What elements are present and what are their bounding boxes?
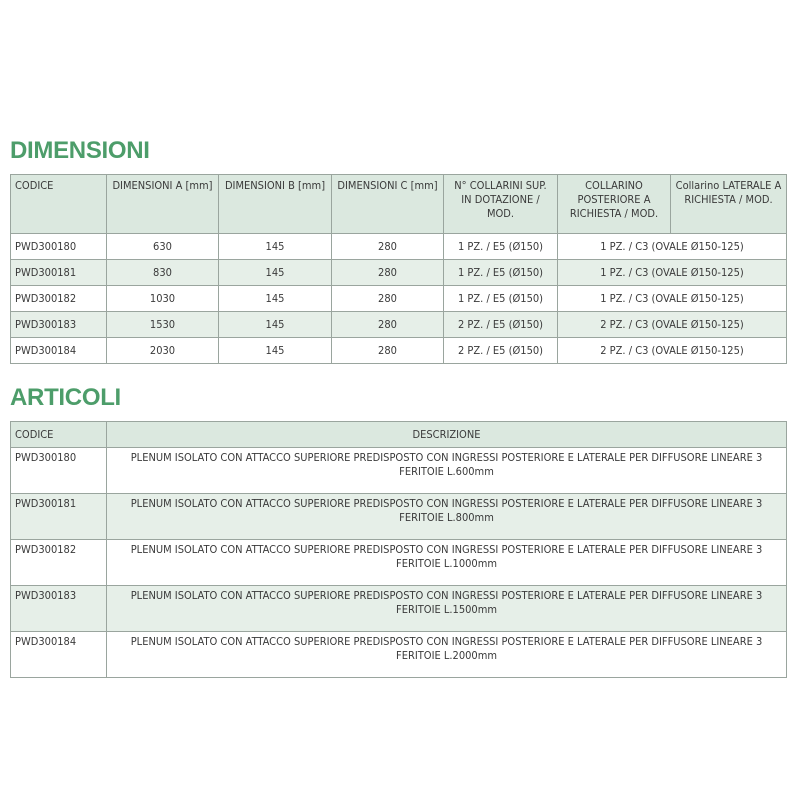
table-row xyxy=(11,586,787,632)
dimensioni-title: DIMENSIONI xyxy=(10,137,150,164)
table-row xyxy=(11,494,787,540)
cell-collarino-richiesta: 1 PZ. / C3 (OVALE Ø150-125) xyxy=(558,234,787,260)
table-row xyxy=(11,448,787,494)
cell-dim-b: 145 xyxy=(219,312,332,338)
cell-codice: PWD300183 xyxy=(11,586,107,632)
table-row xyxy=(11,234,787,260)
cell-dim-b: 145 xyxy=(219,234,332,260)
col-header-collarino-posteriore: COLLARINO POSTERIORE A RICHIESTA / MOD. xyxy=(558,175,671,234)
cell-descrizione: PLENUM ISOLATO CON ATTACCO SUPERIORE PREDISPOSTO CON INGRESSI POSTERIORE E LATERALE PER DIFFUSORE LINEARE 3 FERITOIE L.600mm xyxy=(107,448,787,494)
col-header-codice: CODICE xyxy=(11,175,107,234)
col-header-dim-c: DIMENSIONI C [mm] xyxy=(332,175,444,234)
cell-dim-c: 280 xyxy=(332,338,444,364)
cell-collarini-sup: 2 PZ. / E5 (Ø150) xyxy=(444,338,558,364)
cell-codice: PWD300182 xyxy=(11,540,107,586)
cell-collarini-sup: 1 PZ. / E5 (Ø150) xyxy=(444,260,558,286)
col-header-dim-a: DIMENSIONI A [mm] xyxy=(107,175,219,234)
cell-dim-a: 2030 xyxy=(107,338,219,364)
cell-descrizione: PLENUM ISOLATO CON ATTACCO SUPERIORE PREDISPOSTO CON INGRESSI POSTERIORE E LATERALE PER DIFFUSORE LINEARE 3 FERITOIE L.1000mm xyxy=(107,540,787,586)
cell-dim-c: 280 xyxy=(332,286,444,312)
col-header-collarini-sup: N° COLLARINI SUP. IN DOTAZIONE / MOD. xyxy=(444,175,558,234)
cell-collarini-sup: 1 PZ. / E5 (Ø150) xyxy=(444,286,558,312)
table-row xyxy=(11,632,787,678)
table-row xyxy=(11,286,787,312)
cell-codice: PWD300180 xyxy=(11,448,107,494)
cell-collarino-richiesta: 2 PZ. / C3 (OVALE Ø150-125) xyxy=(558,338,787,364)
table-row xyxy=(11,540,787,586)
cell-dim-a: 830 xyxy=(107,260,219,286)
cell-codice: PWD300180 xyxy=(11,234,107,260)
table-row xyxy=(11,338,787,364)
cell-dim-a: 1030 xyxy=(107,286,219,312)
cell-dim-a: 1530 xyxy=(107,312,219,338)
table-row xyxy=(11,260,787,286)
cell-codice: PWD300182 xyxy=(11,286,107,312)
cell-codice: PWD300181 xyxy=(11,494,107,540)
cell-codice: PWD300184 xyxy=(11,338,107,364)
col-header-collarino-laterale: Collarino LATERALE A RICHIESTA / MOD. xyxy=(671,175,787,234)
cell-dim-b: 145 xyxy=(219,338,332,364)
cell-codice: PWD300183 xyxy=(11,312,107,338)
cell-collarino-richiesta: 1 PZ. / C3 (OVALE Ø150-125) xyxy=(558,260,787,286)
cell-dim-b: 145 xyxy=(219,286,332,312)
articoli-header-row xyxy=(11,422,787,448)
cell-collarini-sup: 1 PZ. / E5 (Ø150) xyxy=(444,234,558,260)
dimensioni-header-row xyxy=(11,175,787,234)
cell-dim-b: 145 xyxy=(219,260,332,286)
cell-descrizione: PLENUM ISOLATO CON ATTACCO SUPERIORE PREDISPOSTO CON INGRESSI POSTERIORE E LATERALE PER DIFFUSORE LINEARE 3 FERITOIE L.800mm xyxy=(107,494,787,540)
cell-collarino-richiesta: 2 PZ. / C3 (OVALE Ø150-125) xyxy=(558,312,787,338)
dimensioni-table xyxy=(10,174,787,364)
cell-descrizione: PLENUM ISOLATO CON ATTACCO SUPERIORE PREDISPOSTO CON INGRESSI POSTERIORE E LATERALE PER DIFFUSORE LINEARE 3 FERITOIE L.2000mm xyxy=(107,632,787,678)
col-header-descrizione: DESCRIZIONE xyxy=(107,422,787,448)
articoli-table xyxy=(10,421,787,678)
table-row xyxy=(11,312,787,338)
cell-descrizione: PLENUM ISOLATO CON ATTACCO SUPERIORE PREDISPOSTO CON INGRESSI POSTERIORE E LATERALE PER DIFFUSORE LINEARE 3 FERITOIE L.1500mm xyxy=(107,586,787,632)
col-header-dim-b: DIMENSIONI B [mm] xyxy=(219,175,332,234)
col-header-codice: CODICE xyxy=(11,422,107,448)
cell-dim-a: 630 xyxy=(107,234,219,260)
cell-codice: PWD300181 xyxy=(11,260,107,286)
cell-codice: PWD300184 xyxy=(11,632,107,678)
cell-collarino-richiesta: 1 PZ. / C3 (OVALE Ø150-125) xyxy=(558,286,787,312)
cell-dim-c: 280 xyxy=(332,260,444,286)
cell-dim-c: 280 xyxy=(332,312,444,338)
cell-dim-c: 280 xyxy=(332,234,444,260)
cell-collarini-sup: 2 PZ. / E5 (Ø150) xyxy=(444,312,558,338)
articoli-title: ARTICOLI xyxy=(10,384,121,411)
